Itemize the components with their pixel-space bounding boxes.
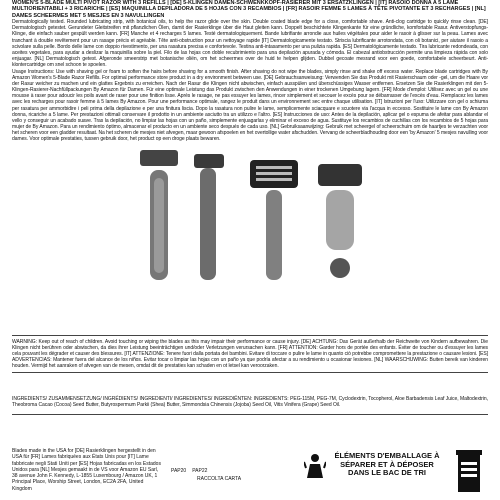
divider — [12, 335, 488, 336]
triman-icon — [304, 452, 326, 480]
raccolta-carta: RACCOLTA CARTA — [197, 476, 242, 482]
recycling-codes — [171, 468, 207, 474]
razor-side-icon — [194, 154, 224, 280]
ingredients-text: INGREDIENTS/ ZUSAMMENSETZUNG/ INGRÉDIENTS/ INGREDIENTI/ INGREDIENTES/ INGREDIËNTEN: INGREDIENTS: PEG-115M, PEG-7M, Cyclodextrin, Tocopherol, Aloe Barbadensis Leaf Juice, Maltodextrin, Theobroma Cacao (Cocoa) Seed Butter, Butyrospermum Parkii (Shea) Butter, Simmondsia Chinensis (Jojoba) Seed Oil, Vitis Vinifera (Grape) Seed Oil. — [12, 396, 488, 409]
product-title: WOMEN'S 5-BLADE MULTI PIVOT RAZOR WITH 3 REFILLS | [DE] 5-KLINGEN DAMEN-SCHWENKKOPF-RASIERER MIT 3 ERSATZKLINGEN | [IT] RASOIO DONNA A 5 LAME MULTIORIENTABILI + 3 RICARICHE | [ES] MAQUINILLA DEPILADORA DE 5 HOJAS CON 3 RECAMBIOS | [FR] RASOIR FEMME 5 LAMES À TÊTE PIVOTANTE ET 3 RECHARGES | [NL] DAMES SCHEERMES MET 5 MESJES EN 3 NAVULLINGEN — [12, 0, 486, 19]
recycling-info — [262, 448, 488, 496]
warning-text: WARNING: Keep out of reach of children. Avoid touching or wiping the blades as this may impair their performance or cause injury. [DE] ACHTUNG: Das Gerät außerhalb der Reichweite von Kindern aufbewahren. Die Klingen nicht berühren oder abwischen, da dies ihrer Leistung beeinträchtigen und/oder Verletzungen verursachen kann. [FR] ATTENTION: Garder hors de portée des enfants. Éviter de toucher ou d'essuyer les lames cela pouvant les dégrader et causer des blessures. [IT] ATTENZIONE: Tenere fuori dalla portata dei bambini. Evitare di toccare o pulire le lame in quanto ciò potrebbe compromettere la prestazione o causare lesioni. [ES] ADVERTENCIAS: Mantener fuera del alcance de los niños. Evitar tocar o limpiar las hojas con un paño ya que podría afectar a su rendimiento u ocasionar lesiones. [NL] WAARSCHUWING: Buiten bereik van kinderen houden. Vermijd het aanraken of afvegen van de mesen, omdat dit de prestaties kan schaden en ot letsel kan veroorzaken. — [12, 339, 488, 370]
usage-instructions: Usage Instructions: Use with shaving gel or foam to soften the hairs before shaving for a smooth finish. After shaving do not wipe the blades, simply rinse and shake off excess water. Replace blade cartridges with By Amazon Women's 5-Blade Razor Refills. For optimal performance store product in a dry environment between use. [DE] Gebrauchsanweisung: Verwenden Sie das Produkt mit Rasierschaum oder -gel, um die Haare vor der Rasur weicher zu machen und ein glattes Ergebnis zu erreichen. Nach der Rasur die Klingen nicht abwischen, einfach ausspülen und überschüssiges Wasser entfernen. Ersetzen Sie die Rasierklingen mit den 5-Klingen-Rasierer-Nachfüllpackungen By Amazon für Damen. Für eine optimale Leistung das Produkt zwischen den Anwendungen in einer trockenen Umgebung lagern. [FR] Mode d'emploi: Utilisez avec un gel ou une mousse à raser pour adoucir les poils avant de raser pour une finition lisse. Après le rasage, ne pas essuyer les lames, rincer simplement et secouer le excès pour se débarrasser de l'excès d'eau. Remplacez les lames avec les recharges pour rasoir femme à 5 lames By Amazon. Pour une performance optimale, rangez le produit dans un environnement sec entre chaque utilisation. [IT] Istruzioni per l'uso: Utilizzare con gel o schiuma per rasatura per ammorbidire i peli prima della depilazione e per una finitura liscia. Dopo la rasatura non pulire le lame, semplicemente sciacquare e scuotere via l'acqua in eccesso. Sostituire le lame con By Amazon donna, ricariche a 5 lame. Per prestazioni ottimali conservare il prodotto in un ambiente asciutto tra un utilizzo e l'altro. [ES] Instrucciones de uso: Antes de la depilación, aplicar gel o espuma de afeitar para ablandar el vello y conseguir un acabado suave. Tras la depilación, no limpiar las hojas con un paño, simplemente enjuagarlas y eliminar el exceso de agua. Sustituye los recambios de cuchillas con los recambios de 5 hojas para mujer de By Amazon. Para un rendimiento óptimo, almacenar el producto en un ambiente seco después de cada uso. [NL] Gebruiksaanwijzing: Gebruik met scheergel of scheerschuim om de haartjes te verzachten voor het scheren voor een gladder resultaat. Na het scheren de mesjes niet afvegen, maar gewoon afspoelen en het overtollige water afschudden. Vervang de scheerbladhouding door een 'by Amazon' 5 mesjes navulling voor dames. Voor optimale prestaties, tussen gebruik door, het product op een droge plaats bewaren. — [12, 68, 488, 142]
recycle-bin-icon — [454, 448, 484, 494]
cartridge-detail-icon — [318, 164, 362, 278]
footer — [12, 446, 488, 500]
refill-cartridge-icon — [250, 160, 298, 280]
warning-section — [12, 332, 488, 376]
manufacturer-address: Blades made in the USA for [DE] Rasierklingen hergestellt in den USA für [FR] Lames fabriquées aux États Unis pour [IT] Lame fabbricate negli Stati Uniti per [ES] Hojas fabricadas en los Estados Unidos para [NL] Mesjes gemaakt in de VS voor Amazon EU Sarl, 38 avenue John F. Kennedy, L-1855 Luxembourg / Amazon UK, 1 Principal Place, Worship Street, London, EC2A 2FA, United Kingdom — [12, 448, 161, 492]
razor-handle-icon — [140, 150, 178, 280]
code-pap22: PAP22 — [192, 468, 208, 474]
main-text-area — [12, 0, 488, 142]
ingredients-section — [12, 396, 488, 418]
recycle-text: ÉLÉMENTS D'EMBALLAGE À SÉPARER ET À DÉPOSER DANS LE BAC DE TRI — [334, 451, 440, 477]
divider — [12, 414, 488, 415]
code-pap20: PAP20 — [171, 468, 187, 474]
product-description: Dermatologically tested. Rounded lubricating strip, with botanical oils, to help the razor glide over the skin. Double coated blade edge for a close, comfortable shave. Anti-clog cartridge to quickly rinse clean. [DE] Dermatologisch getestet. Gerundeter Gleitstreifen mit pflanzlichen Ölen, damit der Rasierklinge über die Haut gleiten kann. Doppelt beschichtete Klingenkante für eine gründliche, komfortable Rasur. Antiverstopfungs-Klinge, die einfach sauber gespült werden kann. [FR] Manche et 4 recharges 5 lames. Testé dermatologiquement. Bande lubrifiante arrondie aux huiles végétales pour aider le rasoir à glisser sur la peau. Lames avec tranchant à double revêtement pour un rasage précis et agréable. Tête anti-obstruction pour un nettoyage rapide [IT] Dermatologicamente testato. Striscia lubrificante arrotondata, con oli botanici, per aiutare il rasoio a scivolare sulla pelle. Bordo delle lame con doppio rivestimento, per una rasatura precisa e confortevole. Testina anti-intasamento per una pulizia rapida. [ES] Dermatológicamente testado. Tira lubricante redondeada, con aceites vegetales, para ayudar a deslizar la maquinilla sobre la piel. Filo de las hojas con doble recubrimiento para una depilación apurada y cómoda. El cabezal antiobstrucción permite una limpieza rápida con solo enjuagar. [NL] Dermatologisch getest. Afgeronde smeerstrip met botanische oliën, om het scheermes over de huid te helpen glijden. Dubbel gecoate mesrand voor een goede, comfortabele scheerbeurt. Anti-klontercartridge om snel schoon te spoelen. — [12, 19, 488, 68]
razor-illustration — [130, 150, 370, 295]
divider — [12, 372, 488, 373]
